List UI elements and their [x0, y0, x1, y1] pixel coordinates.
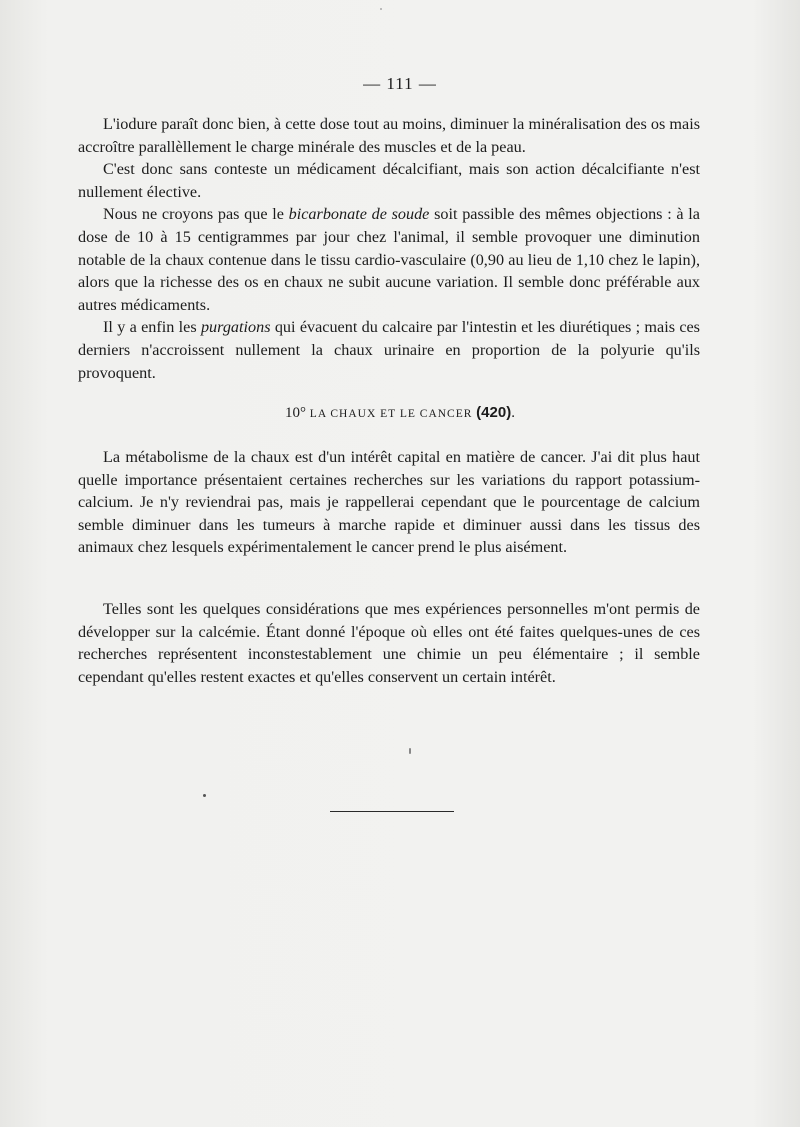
- paragraph-bicarbonate: [78, 203, 700, 316]
- paragraph-conclusion: Telles sont les quelques considérations que mes expériences personnelles m'ont permis de développer sur la calcémie. Étant donné l'époque où elles ont été faites quelques-unes de ces recherches représentent inconstestablement une chimie un peu élémentaire ; il semble cependant qu'elles restent exactes et qu'elles conservent un certain intérêt.: [78, 600, 700, 686]
- paragraph-bicarbonate-lead: Nous ne croyons pas que le: [103, 205, 289, 224]
- print-speck: [409, 748, 411, 754]
- paragraph-bicarbonate-rest: soit passible des mêmes objections : à la dose de 10 à 15 centigrammes par jour chez l'animal, il semble provoquer une diminution notable de la chaux contenue dans le tissu cardio-vasculaire (0,90 au lieu de 1,10 chez le lapin), alors que la richesse des os en chaux ne subit aucune variation. Il semble donc préférable aux autres médicaments.: [78, 205, 700, 314]
- closing-rule: [330, 811, 454, 812]
- text-block-cancer: [78, 446, 700, 559]
- section-end: .: [511, 405, 515, 421]
- paragraph-purgations: [78, 316, 700, 384]
- emphasis-purgations: purgations: [200, 318, 271, 337]
- page-number: — 111 —: [363, 74, 437, 93]
- paragraph-purgations-lead: Il y a enfin les: [103, 318, 201, 337]
- paragraph-decalcifiant: C'est donc sans conteste un médicament décalcifiant, mais son action décalcifiante n'est nullement élective.: [78, 160, 700, 201]
- section-number: 10°: [285, 405, 307, 421]
- text-block-conclusion: [78, 598, 700, 688]
- paragraph-iodure: L'iodure paraît donc bien, à cette dose tout au moins, diminuer la minéralisation des os mais accroître parallèllement le charge minérale des muscles et de la peau.: [78, 115, 700, 156]
- section-heading: [0, 404, 800, 422]
- emphasis-bicarbonate: bicarbonate de soude: [288, 205, 430, 224]
- paragraph-cancer: La métabolisme de la chaux est d'un intérêt capital en matière de cancer. J'ai dit plus haut quelle importance présentaient certaines recherches sur les variations du rapport potassium-calcium. Je n'y reviendrai pas, mais je rappellerai cependant que le pourcentage de calcium semble diminuer dans les tumeurs à marche rapide et diminuer aussi dans les tissus des animaux chez lesquels expérimentalement le cancer prend le plus aisément.: [78, 448, 700, 557]
- print-speck: [380, 8, 382, 10]
- text-block-medications: [78, 113, 700, 384]
- section-title: LA CHAUX ET LE CANCER: [309, 408, 473, 420]
- section-reference: (420): [476, 404, 512, 421]
- print-speck: [203, 794, 206, 797]
- paragraph-purgations-rest: qui évacuent du calcaire par l'intestin et les diurétiques ; mais ces derniers n'accroissent nullement la chaux urinaire en proportion de la polyurie qu'ils provoquent.: [78, 318, 700, 382]
